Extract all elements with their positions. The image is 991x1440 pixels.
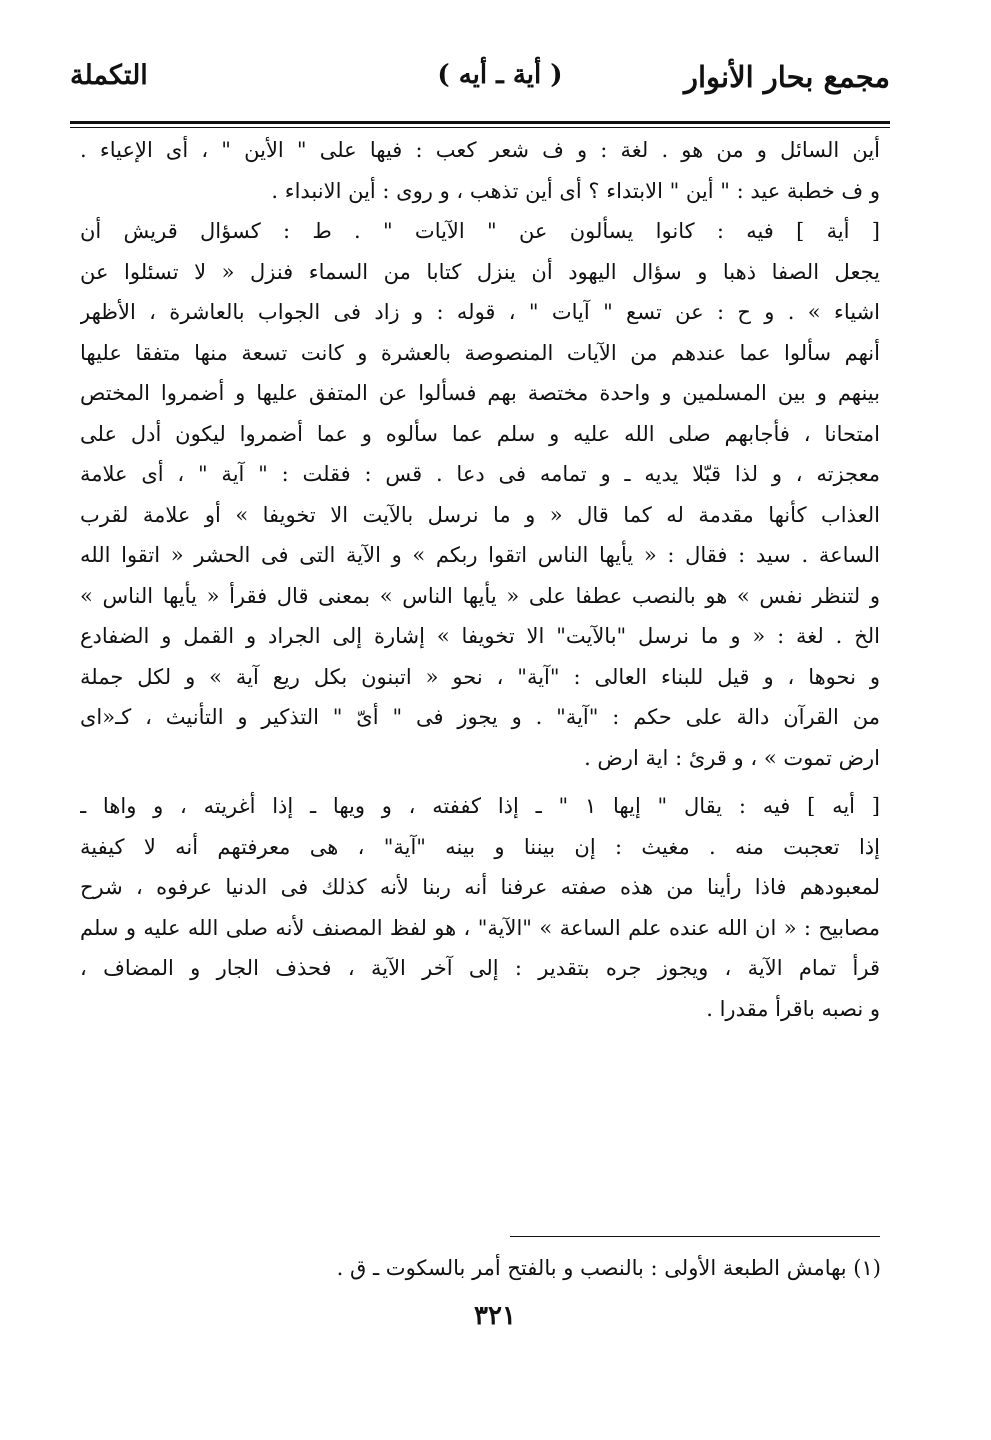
text-line: العذاب كأنها مقدمة له كما قال « و ما نرسل بالآيت الا تخويفا » أو علامة لقرب	[80, 502, 880, 527]
text-line: لمعبودهم فاذا رأينا من هذه صفته عرفنا أنه ربنا لأنه كذلك فى الدنيا عرفوه ، شرح	[80, 875, 880, 899]
text-line: أين السائل و من هو . لغة : و ف شعر كعب : فيها على " الأين " ، أى الإعياء .	[80, 138, 880, 162]
header-rule-thick	[70, 121, 890, 124]
text-line: الساعة . سيد : فقال : « يأيها الناس اتقوا ربكم » و الآية التى فى الحشر « اتقوا الله	[80, 543, 880, 567]
text-line: إذا تعجبت منه . مغيث : إن بيننا و بينه "آية" ، هى معرفتهم أنه لا كيفية	[80, 834, 880, 859]
text-line: و ف خطبة عيد : " أين " الابتداء ؟ أى أين تذهب ، و روى : أين الانبداء .	[271, 178, 880, 203]
text-line: يجعل الصفا ذهبا و سؤال اليهود أن ينزل كتابا من السماء فنزل « لا تسئلوا عن	[80, 259, 880, 284]
section-title: التكملة	[70, 60, 148, 91]
text-line: بينهم و بين المسلمين و واحدة مختصة بهم فسألوا عن المتفق عليها و أضمروا المختص	[80, 381, 880, 405]
footnote-rule	[510, 1236, 880, 1237]
text-line: [ أيه ] فيه : يقال " إيها ١ " ـ إذا كففته ، و ويها ـ إذا أغريته ، و واها ـ	[80, 794, 880, 818]
main-text	[80, 130, 880, 1029]
text-line: ارض تموت » ، و قرئ : اية ارض .	[584, 745, 880, 770]
text-line: و نحوها ، و قيل للبناء العالى : "آية" ، نحو « اتبنون بكل ريع آية » و لكل جملة	[80, 664, 880, 689]
text-line: قرأ تمام الآية ، ويجوز جره بتقدير : إلى آخر الآية ، فحذف الجار و المضاف ،	[80, 956, 880, 980]
text-line: و لتنظر نفس » هو بالنصب عطفا على « يأيها الناس » بمعنى قال فقرأ « يأيها الناس »	[80, 583, 880, 608]
text-line: الخ . لغة : « و ما نرسل "بالآيت" الا تخويفا » إشارة إلى الجراد و القمل و الضفادع	[80, 624, 880, 648]
text-line: امتحانا ، فأجابهم صلى الله عليه و سلم عما سألوه و عما أضمروا ليكون أدل على	[80, 421, 880, 446]
text-line: من القرآن دالة على حكم : "آية" . و يجوز فى " أىّ " التذكير و التأنيث ، كـ«اى	[80, 705, 880, 729]
text-line: [ أية ] فيه : كانوا يسألون عن " الآيات " . ط : كسؤال قريش أن	[80, 219, 880, 243]
entry-title: ( أية ـ أيه )	[437, 60, 563, 90]
text-line: و نصبه باقرأ مقدرا .	[706, 996, 880, 1021]
footnote: (١) بهامش الطبعة الأولى : بالنصب و بالفتح أمر بالسكوت ـ ق .	[336, 1256, 881, 1280]
page-number: ٣٢١	[474, 1301, 516, 1331]
text-line: معجزته ، و لذا قبّلا يديه ـ و تمامه فى دعا . قس : فقلت : " آية " ، أى علامة	[80, 462, 880, 486]
book-title: مجمع بحار الأنوار	[684, 60, 890, 94]
running-header	[70, 52, 890, 112]
text-line: اشياء » . و ح : عن تسع " آيات " ، قوله : و زاد فى الجواب بالعاشرة ، الأظهر	[80, 300, 880, 324]
text-line: مصابيح : « ان الله عنده علم الساعة » "الآية" ، هو لفظ المصنف لأنه صلى الله عليه و سلم	[80, 915, 880, 940]
header-rule-thin	[70, 127, 890, 128]
text-line: أنهم سألوا عما عندهم من الآيات المنصوصة بالعشرة و كانت تسعة منها متفقا عليها	[80, 340, 880, 365]
